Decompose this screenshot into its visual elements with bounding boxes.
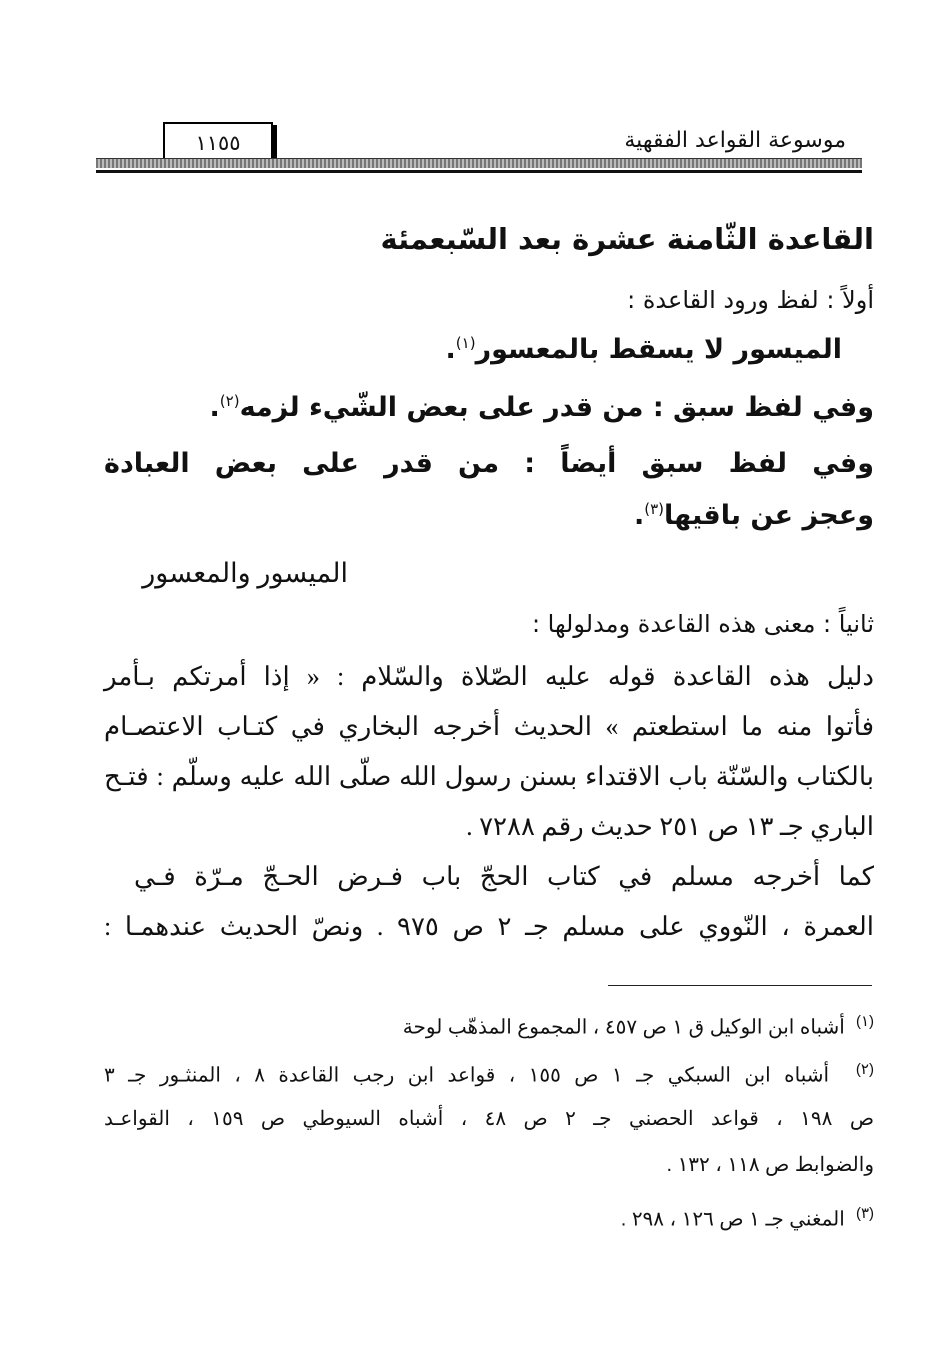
footnote-ref-1: (١) xyxy=(455,334,476,352)
footnote-ref-2: (٢) xyxy=(219,392,240,410)
header-rule xyxy=(96,158,862,168)
footnote-3-text: المغني جـ ١ ص ١٢٦ ، ٢٩٨ . xyxy=(620,1208,845,1231)
paragraph-line-1: دليل هذه القاعدة قوله عليه الصّلاة والسّلام : « إذا أمرتكم بـأمر xyxy=(104,662,874,691)
footnote-3 xyxy=(104,1204,874,1232)
paragraph-line-5: كما أخرجه مسلم في كتاب الحجّ باب فـرض الحـجّ مـرّة فـي xyxy=(134,862,874,891)
page-number: ١١٥٥ xyxy=(163,122,273,164)
footnote-2-text-1: أشباه ابن السبكي جـ ١ ص ١٥٥ ، قواعد ابن رجب القاعدة ٨ ، المنثـور جـ ٣ xyxy=(104,1064,830,1087)
handwritten-note: الميسور والمعسور xyxy=(142,558,348,588)
rule-text-line2: وفي لفظ سبق : من قدر على بعض الشّيء لزمه$^{(٢)}$. xyxy=(209,392,874,423)
footnote-separator xyxy=(608,985,872,986)
paragraph-line-2: فأتوا منه ما استطعتم » الحديث أخرجه البخاري في كتـاب الاعتصـام xyxy=(104,712,874,741)
footnote-2-line-2: ص ١٩٨ ، قواعد الحصني جـ ٢ ص ٤٨ ، أشباه السيوطي ص ١٥٩ ، القواعـد xyxy=(104,1108,874,1130)
footnote-number-2: (٢) xyxy=(855,1061,874,1078)
paragraph-line-6: العمرة ، النّووي على مسلم جـ ٢ ص ٩٧٥ . ونصّ الحديث عندهمـا : xyxy=(104,912,875,941)
rule-text-line1: الميسور لا يسقط بالمعسور$^{(١)}$. xyxy=(445,334,842,365)
footnote-2-line-1 xyxy=(104,1060,874,1088)
header-rule-thin xyxy=(96,170,862,173)
rule-text-1: الميسور لا يسقط بالمعسور xyxy=(475,334,842,365)
rule-text-3: وعجز عن باقيها xyxy=(664,500,874,531)
footnote-number-3: (٣) xyxy=(855,1205,874,1222)
rule-text-line3a: وفي لفظ سبق أيضاً : من قدر على بعض العبادة xyxy=(104,448,874,479)
footnote-1-text: أشباه ابن الوكيل ق ١ ص ٤٥٧ ، المجموع المذهّب لوحة xyxy=(402,1016,845,1039)
rule-text-2: وفي لفظ سبق : من قدر على بعض الشّيء لزمه xyxy=(239,392,874,423)
paragraph-line-4: الباري جـ ١٣ ص ٢٥١ حديث رقم ٧٢٨٨ . xyxy=(466,812,874,841)
footnote-number-1: (١) xyxy=(855,1013,874,1030)
section1-heading: أولاً : لفظ ورود القاعدة : xyxy=(627,286,874,314)
footnote-2-line-3: والضوابط ص ١١٨ ، ١٣٢ . xyxy=(666,1154,874,1176)
running-title: موسوعة القواعد الفقهية xyxy=(624,128,846,153)
section2-heading: ثانياً : معنى هذه القاعدة ومدلولها : xyxy=(531,610,874,638)
rule-title: القاعدة الثّامنة عشرة بعد السّبعمئة xyxy=(380,222,874,256)
footnote-1 xyxy=(104,1012,874,1040)
footnote-ref-3: (٣) xyxy=(644,500,665,518)
rule-text-line3b: وعجز عن باقيها$^{(٣)}$. xyxy=(633,500,874,531)
paragraph-line-3: بالكتاب والسّنّة باب الاقتداء بسنن رسول الله صلّى الله عليه وسلّم : فتـح xyxy=(104,762,874,791)
